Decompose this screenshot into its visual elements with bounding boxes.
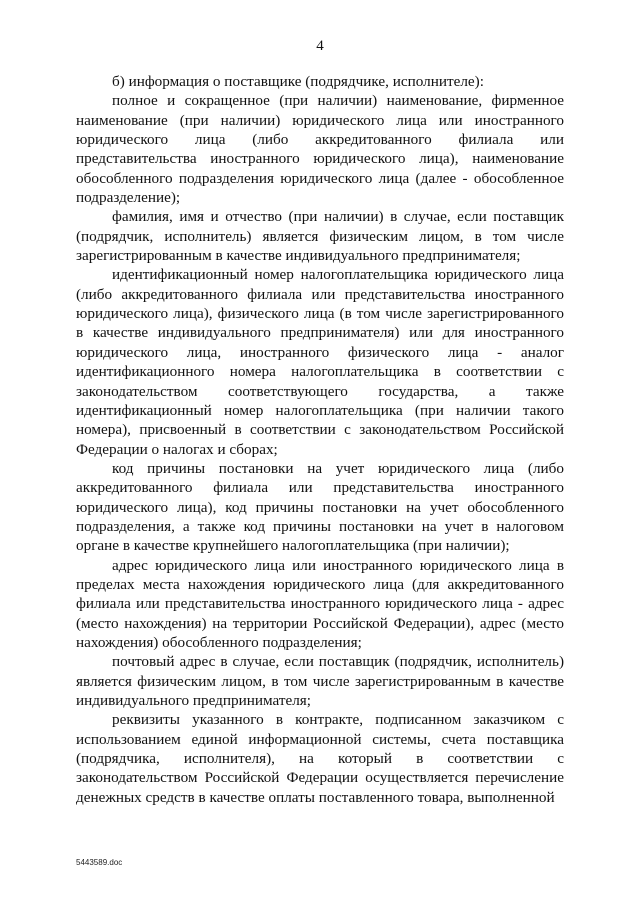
paragraph-bank-details: реквизиты указанного в контракте, подписанном заказчиком с использованием единой информационной системы, счета поставщика (подрядчика, исполнителя), на который в соответствии с законодательством Российской Федерации осуществляется перечисление денежных средств в качестве оплаты поставленного товара, выполненной xyxy=(76,711,564,806)
paragraph-registration-code: код причины постановки на учет юридического лица (либо аккредитованного филиала или представительства иностранного юридического лица), код причины постановки на учет обособленного подразделения, а также код причины постановки на учет в налоговом органе в качестве крупнейшего налогоплательщика (при наличии); xyxy=(76,459,564,555)
paragraph-postal-address: почтовый адрес в случае, если поставщик (подрядчик, исполнитель) является физическим лицом, в том числе зарегистрированным в качестве индивидуального предпринимателя; xyxy=(76,653,564,709)
paragraph-full-name: полное и сокращенное (при наличии) наименование, фирменное наименование (при наличии) юридического лица или иностранного юридического лица (либо аккредитованного филиала или представительства иностранного юридического лица), наименование обособленного подразделения юридического лица (далее - обособленное подразделение); xyxy=(76,92,564,207)
paragraph-legal-address: адрес юридического лица или иностранного юридического лица в пределах места нахождения юридического лица (для аккредитованного филиала или представительства иностранного юридического лица - адрес (место нахождения) на территории Российской Федерации), адрес (место нахождения) обособленного подразделения; xyxy=(76,556,564,651)
paragraph-supplier-info-heading: б) информация о поставщике (подрядчике, исполнителе): xyxy=(112,73,484,90)
document-body xyxy=(76,72,564,807)
paragraph-individual-name: фамилия, имя и отчество (при наличии) в случае, если поставщик (подрядчик, исполнитель) является физическим лицом, в том числе зарегистрированным в качестве индивидуального предпринимателя; xyxy=(76,208,564,265)
footer-filename: 5443589.doc xyxy=(76,858,123,867)
paragraph-taxpayer-id: идентификационный номер налогоплательщика юридического лица (либо аккредитованного филиала или представительства иностранного юридического лица), физического лица (в том числе зарегистрированного в качестве индивидуального предпринимателя) или для иностранного юридического лица, иностранного физического лица - аналог идентификационного номера налогоплательщика в соответствии с законодательством соответствующего государства, а также идентификационный номер налогоплательщика (при наличии такого номера), присвоенный в соответствии с законодательством Российской Федерации о налогах и сборах; xyxy=(76,266,564,458)
page-number: 4 xyxy=(316,38,324,54)
